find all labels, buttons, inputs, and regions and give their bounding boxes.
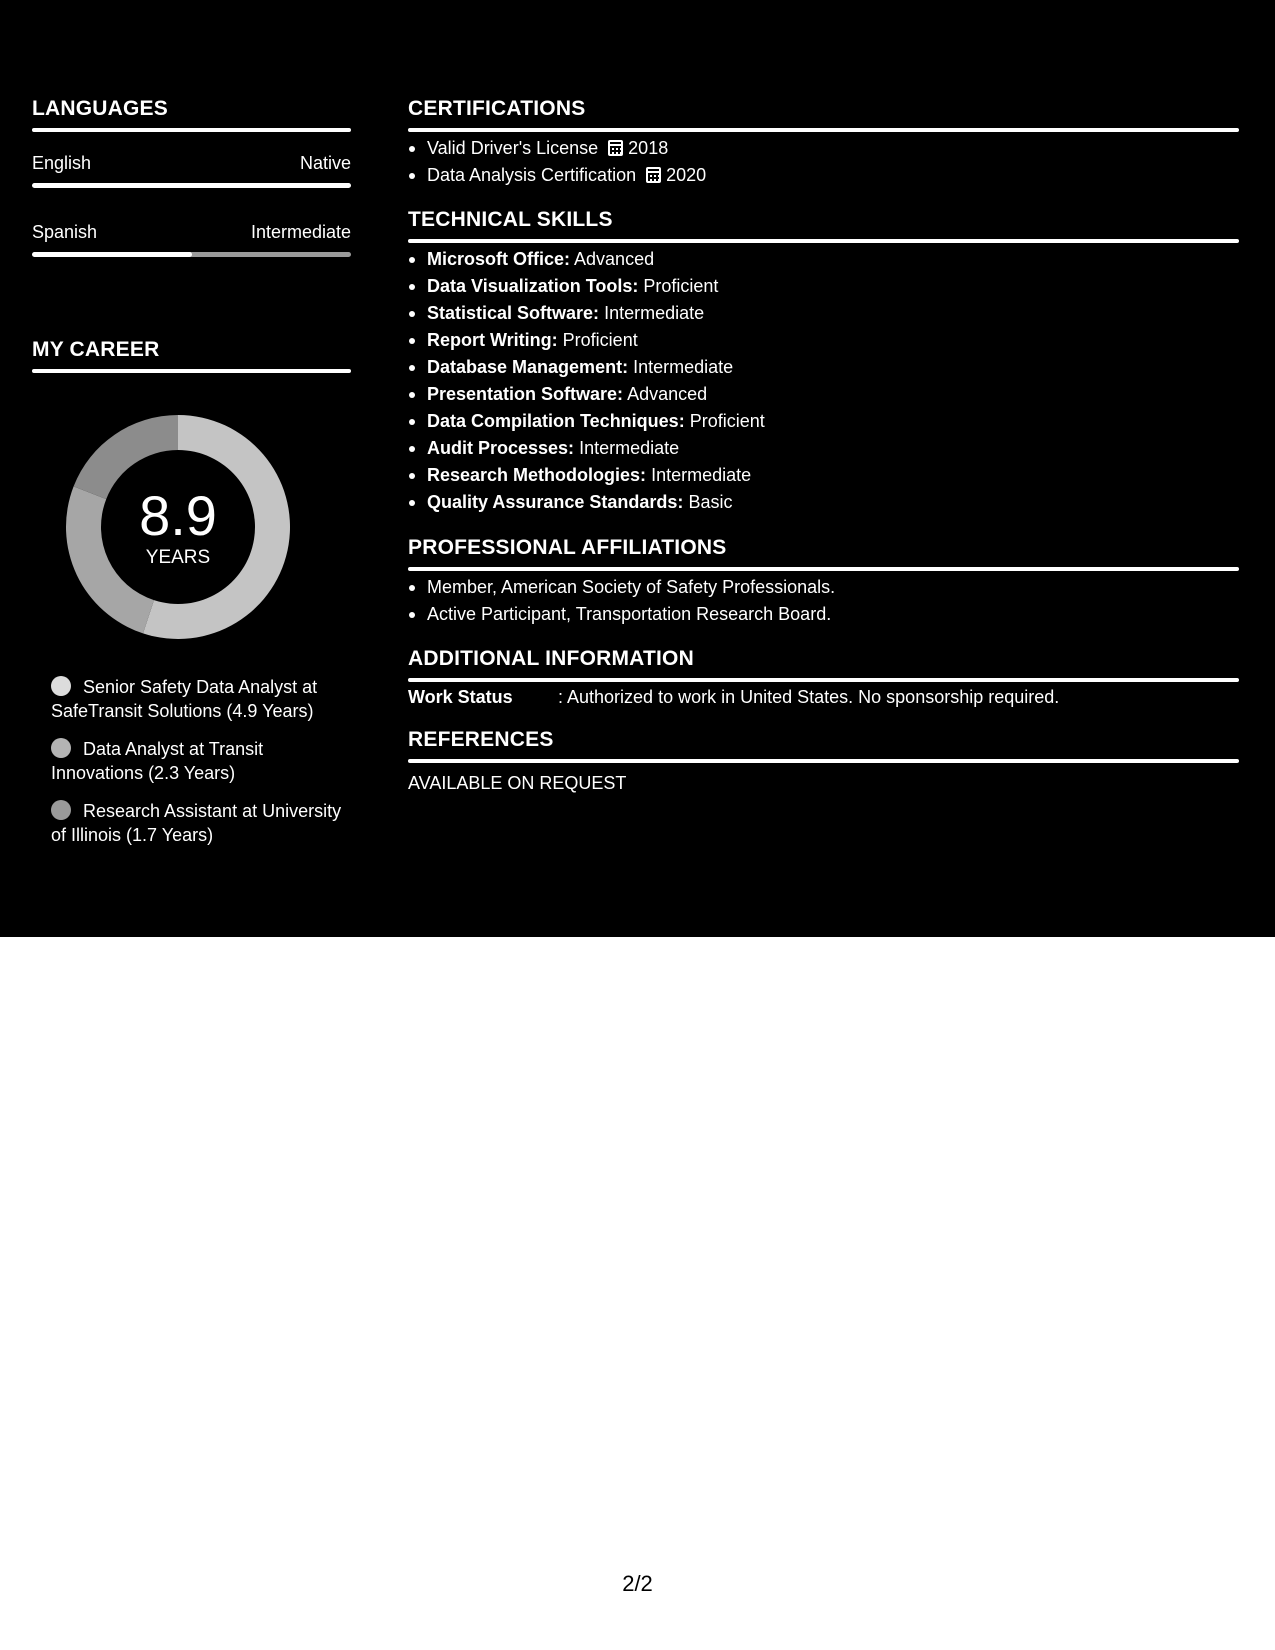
section-divider — [408, 678, 1239, 682]
skill-name: Presentation Software: — [427, 384, 624, 404]
certifications-section-header — [408, 96, 1239, 132]
skill-name: Quality Assurance Standards: — [427, 492, 684, 512]
list-item — [408, 381, 765, 408]
skill-name: Report Writing: — [427, 330, 558, 350]
career-section-header — [32, 337, 351, 373]
career-legend — [51, 675, 351, 861]
list-item — [408, 462, 765, 489]
certifications-title: CERTIFICATIONS — [408, 97, 586, 120]
skill-level: Intermediate — [579, 438, 680, 458]
list-item — [408, 273, 765, 300]
work-status-row — [408, 685, 1059, 709]
language-name: Spanish — [32, 222, 98, 242]
technical-skills-list — [408, 246, 765, 516]
list-item — [408, 354, 765, 381]
certifications-list — [408, 135, 706, 189]
additional-info-title: ADDITIONAL INFORMATION — [408, 647, 694, 670]
references-title: REFERENCES — [408, 728, 554, 751]
list-item: Member, American Society of Safety Professionals. — [408, 574, 835, 601]
list-item — [408, 246, 765, 273]
references-text: AVAILABLE ON REQUEST — [408, 773, 627, 793]
section-divider — [32, 128, 351, 132]
list-item — [408, 300, 765, 327]
language-level: Intermediate — [250, 222, 351, 242]
section-divider — [408, 128, 1239, 132]
career-total-years: 8.9 — [139, 484, 217, 547]
legend-item — [51, 737, 351, 785]
list-item — [408, 408, 765, 435]
skill-name: Data Visualization Tools: — [427, 276, 639, 296]
donut-center — [66, 415, 290, 639]
skill-level: Intermediate — [604, 303, 705, 323]
language-proficiency-bar — [32, 183, 351, 188]
skill-level: Proficient — [643, 276, 719, 296]
skill-name: Database Management: — [427, 357, 629, 377]
certification-name: Valid Driver's License — [427, 138, 599, 158]
language-proficiency-bar — [32, 252, 351, 257]
skill-name: Research Methodologies: — [427, 465, 647, 485]
certification-name: Data Analysis Certification — [427, 165, 637, 185]
career-title: MY CAREER — [32, 338, 160, 361]
work-status-label: Work Status — [408, 687, 513, 707]
calendar-icon — [608, 140, 623, 156]
additional-info-section-header — [408, 646, 1239, 682]
section-divider — [32, 369, 351, 373]
skill-name: Statistical Software: — [427, 303, 600, 323]
skill-level: Proficient — [689, 411, 765, 431]
work-status-value: : Authorized to work in United States. No sponsorship required. — [558, 687, 1060, 707]
career-total-unit: YEARS — [145, 547, 211, 568]
certification-year: 2018 — [628, 138, 669, 158]
section-divider — [408, 759, 1239, 763]
legend-text: Research Assistant at University of Illinois (1.7 Years) — [51, 801, 342, 845]
legend-item — [51, 675, 351, 723]
languages-title: LANGUAGES — [32, 97, 168, 120]
skill-name: Microsoft Office: — [427, 249, 571, 269]
skill-level: Intermediate — [651, 465, 752, 485]
skill-name: Data Compilation Techniques: — [427, 411, 685, 431]
legend-item — [51, 799, 351, 847]
language-proficiency-fill — [32, 183, 351, 188]
languages-section-header — [32, 96, 351, 132]
legend-dot-icon — [51, 676, 71, 696]
calendar-icon — [646, 167, 661, 183]
technical-skills-title: TECHNICAL SKILLS — [408, 208, 613, 231]
references-section-header — [408, 727, 1239, 763]
page-number: 2/2 — [622, 1571, 653, 1596]
skill-level: Basic — [688, 492, 733, 512]
skill-name: Audit Processes: — [427, 438, 575, 458]
list-item — [408, 162, 706, 189]
section-divider — [408, 567, 1239, 571]
language-level: Native — [299, 153, 351, 173]
skill-level: Advanced — [627, 384, 708, 404]
list-item — [408, 135, 706, 162]
skill-level: Advanced — [574, 249, 655, 269]
legend-text: Data Analyst at Transit Innovations (2.3 Years) — [51, 739, 264, 783]
language-item-english — [32, 152, 351, 188]
language-name: English — [32, 153, 92, 173]
skill-level: Intermediate — [633, 357, 734, 377]
affiliations-list — [408, 574, 835, 628]
technical-skills-section-header — [408, 207, 1239, 243]
list-item — [408, 327, 765, 354]
certification-year: 2020 — [666, 165, 707, 185]
affiliations-section-header — [408, 535, 1239, 571]
legend-text: Senior Safety Data Analyst at SafeTransit Solutions (4.9 Years) — [51, 677, 318, 721]
language-item-spanish — [32, 221, 351, 257]
language-proficiency-fill — [32, 252, 192, 257]
list-item: Active Participant, Transportation Research Board. — [408, 601, 835, 628]
affiliations-title: PROFESSIONAL AFFILIATIONS — [408, 536, 727, 559]
legend-dot-icon — [51, 738, 71, 758]
list-item — [408, 435, 765, 462]
section-divider — [408, 239, 1239, 243]
career-donut-chart — [66, 415, 290, 639]
legend-dot-icon — [51, 800, 71, 820]
skill-level: Proficient — [562, 330, 638, 350]
list-item — [408, 489, 765, 516]
